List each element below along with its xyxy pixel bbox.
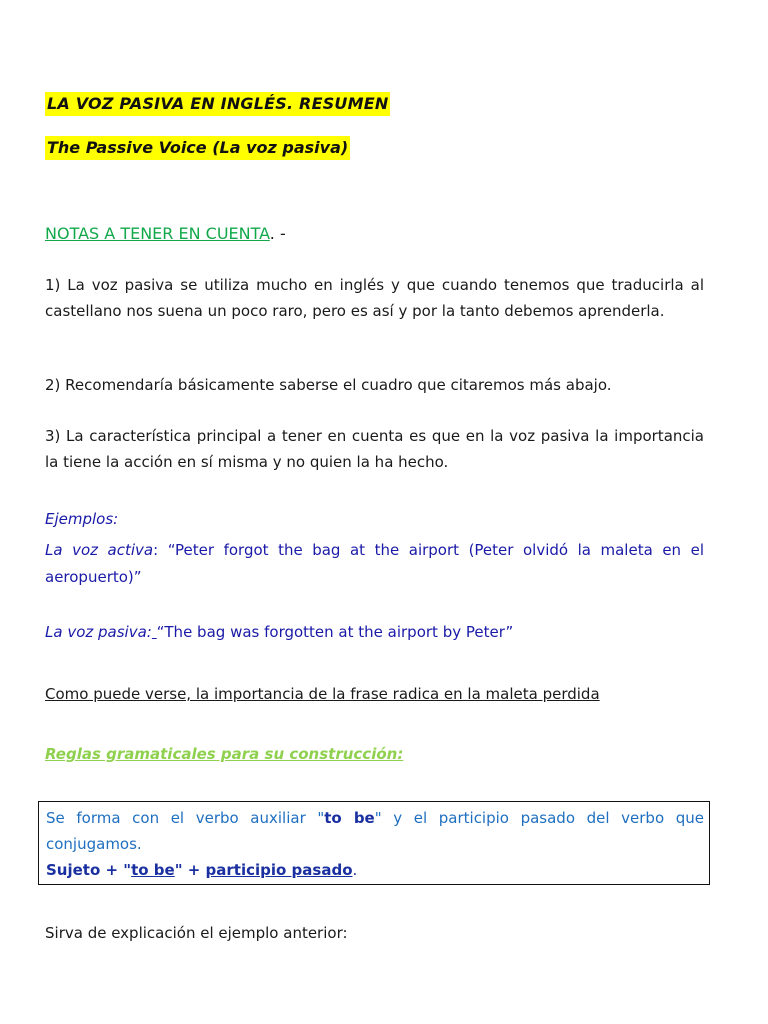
explanation-note: Como puede verse, la importancia de la frase radica en la maleta perdida	[45, 685, 600, 703]
note-point-3: 3) La característica principal a tener en cuenta es que en la voz pasiva la importancia la tiene la acción en sí misma y no quien la ha hecho.	[45, 427, 704, 471]
rule-description	[46, 805, 704, 857]
active-voice-label: La voz activa	[45, 541, 154, 559]
active-voice-separator: :	[153, 541, 168, 559]
formula-participle: participio pasado	[205, 861, 353, 879]
formula-plus: " +	[174, 861, 206, 879]
notes-heading-suffix: . -	[269, 224, 286, 243]
passive-voice-example	[45, 623, 513, 641]
title-highlight: LA VOZ PASIVA EN INGLÉS. RESUMEN	[45, 92, 390, 116]
document-title	[45, 94, 390, 113]
rules-heading: Reglas gramaticales para su construcción:	[45, 745, 404, 763]
rule-description-part-1: Se forma con el verbo auxiliar "	[46, 809, 325, 827]
rule-to-be: to be	[324, 809, 375, 827]
formula-to-be: to be	[131, 861, 175, 879]
examples-heading: Ejemplos:	[45, 510, 119, 528]
passive-voice-text: “The bag was forgotten at the airport by Peter”	[156, 623, 514, 641]
formula-subject: Sujeto + "	[46, 861, 132, 879]
subtitle-highlight: The Passive Voice (La voz pasiva)	[45, 136, 350, 160]
formula-period: .	[352, 861, 358, 879]
document-subtitle	[45, 138, 350, 157]
note-point-2: 2) Recomendaría básicamente saberse el cuadro que citaremos más abajo.	[45, 376, 612, 394]
notes-heading-text: NOTAS A TENER EN CUENTA	[45, 224, 270, 243]
note-point-1: 1) La voz pasiva se utiliza mucho en inglés y que cuando tenemos que traducirla al castellano nos suena un poco raro, pero es así y por la tanto debemos aprenderla.	[45, 276, 704, 320]
active-voice-example	[45, 537, 704, 591]
passive-voice-label: La voz pasiva:	[45, 623, 152, 641]
closing-text: Sirva de explicación el ejemplo anterior:	[45, 924, 348, 942]
rule-description-part-2: " y el participio pasado del verbo que conjugamos.	[46, 809, 705, 853]
notes-heading	[45, 224, 286, 243]
active-voice-text: “Peter forgot the bag at the airport (Peter olvidó la maleta en el aeropuerto)”	[45, 541, 704, 586]
rule-formula	[46, 861, 357, 879]
